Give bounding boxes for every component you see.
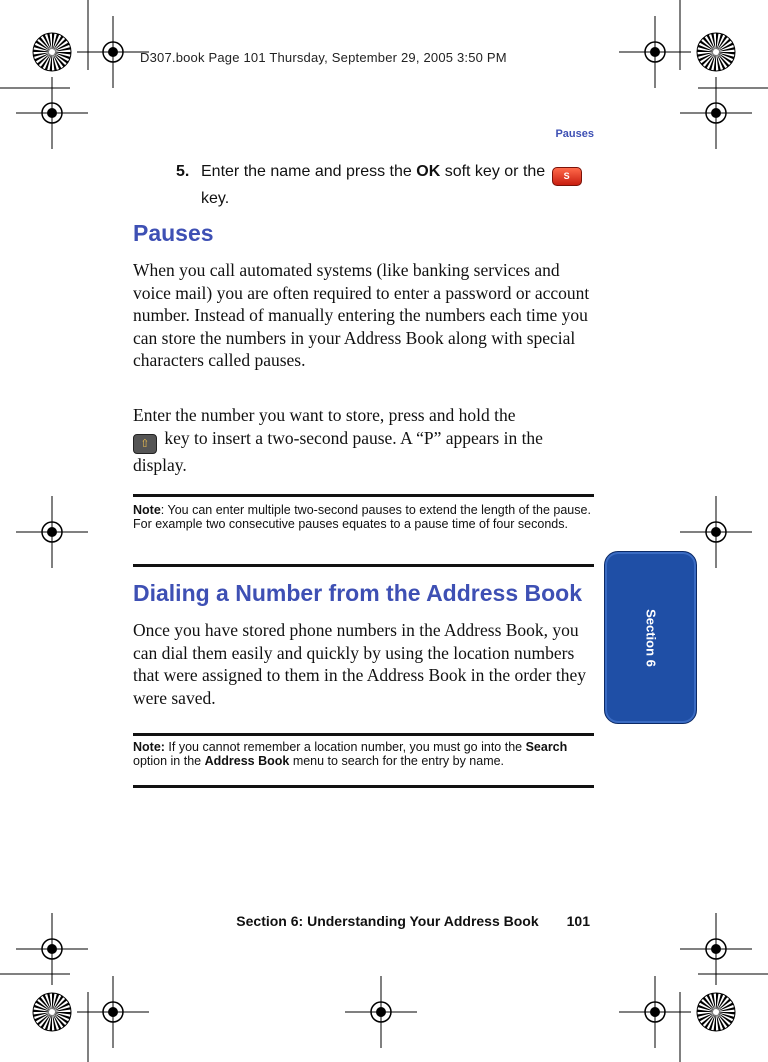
pauses-heading: Pauses [133,220,214,246]
registration-target-icon [345,976,417,1048]
section-tab-label: Section 6 [643,608,658,667]
footer-title: Section 6: Understanding Your Address Book [236,913,539,929]
dialing-heading: Dialing a Number from the Address Book [133,580,582,606]
dialing-paragraph: Once you have stored phone numbers in the Address Book, you can dial them easily and quickly by using the location numbers that were assigned to them in the Address Book in the order they were saved. [133,620,586,708]
star-target-icon [33,33,71,71]
registration-target-icon [16,496,88,568]
note-rule-top [133,494,594,497]
section-tab [604,551,697,724]
page-number: 101 [566,913,590,929]
ok-label: OK [416,163,441,180]
running-head: Pauses [555,128,594,140]
star-target-icon [697,993,735,1031]
note-location: Note: If you cannot remember a location number, you must go into the Search option in the Address Book menu to search for the entry by name. [133,740,568,768]
note2-rule-top [133,733,594,736]
pauses-paragraph-2: Enter the number you want to store, press and hold the ⇧ key to insert a two-second pause. A “P” appears in the display. [133,405,543,475]
star-target-icon [33,993,71,1031]
book-slug: D307.book Page 101 Thursday, September 29, 2005 3:50 PM [140,50,507,65]
note2-rule-bottom [133,785,594,788]
pauses-paragraph-1: When you call automated systems (like banking services and voice mail) you are often required to enter a password or account number. Instead of manually entering the numbers each time you can store the numbers in your Address Book along with special characters called pauses. [133,260,590,370]
step-5 [176,159,596,211]
shift-key-icon: ⇧ [133,434,157,454]
note-rule-bottom [133,564,594,567]
step-number: 5. [176,163,190,180]
star-target-icon [697,33,735,71]
step-text: Enter the name and press the OK soft key or the S key. [201,159,596,211]
page-footer [236,913,590,929]
send-key-icon: S [552,167,582,186]
note-pauses: Note: You can enter multiple two-second pauses to extend the length of the pause. For example two consecutive pauses equates to a pause time of four seconds. [133,503,591,531]
